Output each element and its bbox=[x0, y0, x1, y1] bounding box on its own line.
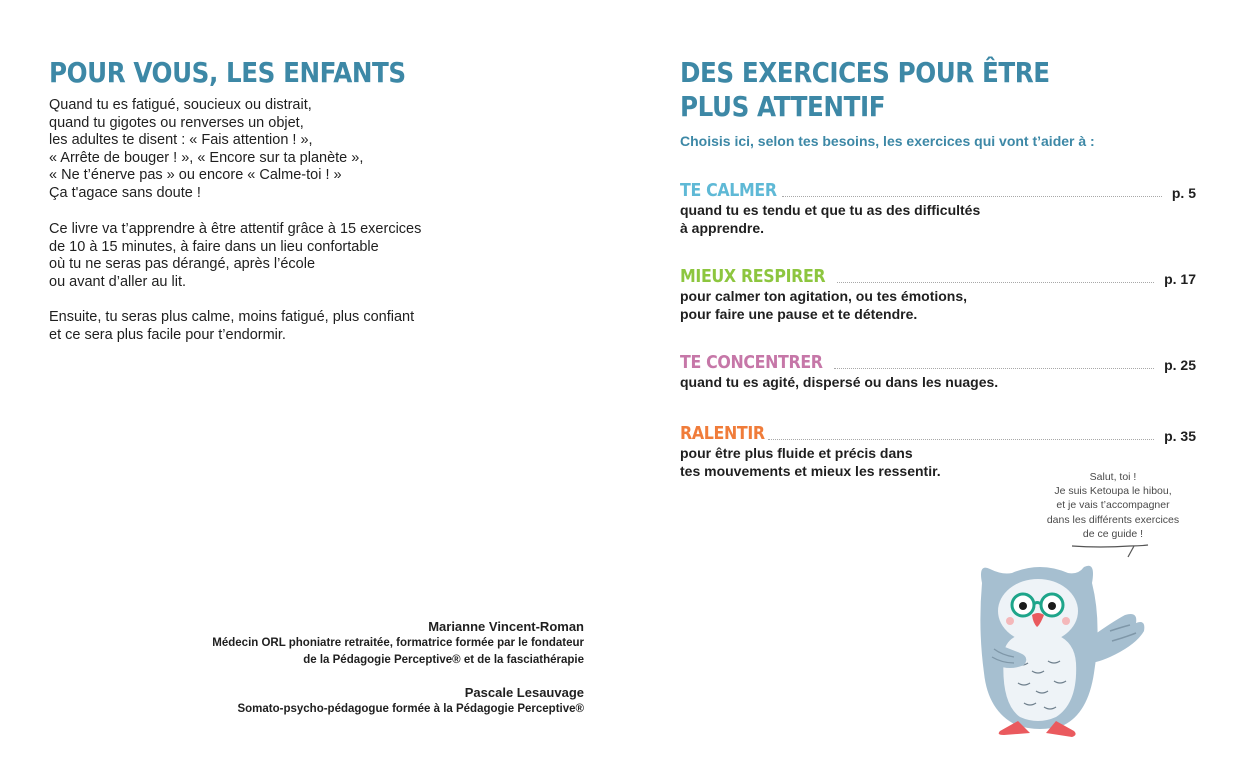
dotted-leader bbox=[782, 196, 1162, 197]
text-line: où tu ne seras pas dérangé, après l’école bbox=[49, 256, 316, 273]
author-name: Marianne Vincent-Roman bbox=[428, 619, 584, 634]
dotted-leader bbox=[768, 439, 1154, 440]
toc-entry-te-concentrer[interactable] bbox=[680, 351, 1196, 392]
author-role: de la Pédagogie Perceptive® et de la fasciathérapie bbox=[303, 654, 584, 666]
author-signature-1 bbox=[212, 618, 584, 669]
page-title-left: POUR VOUS, LES ENFANTS bbox=[49, 56, 406, 89]
toc-page-number[interactable]: p. 35 bbox=[1164, 428, 1196, 444]
text-line: de 10 à 15 minutes, à faire dans un lieu confortable bbox=[49, 238, 379, 255]
text-line: tes mouvements et mieux les ressentir. bbox=[680, 462, 941, 479]
author-role: Médecin ORL phoniatre retraitée, formatrice formée par le fondateur bbox=[212, 637, 584, 649]
text-line: quand tu es tendu et que tu as des difficultés bbox=[680, 202, 981, 218]
speech-line: Salut, toi ! bbox=[1089, 471, 1137, 483]
toc-page-number[interactable]: p. 5 bbox=[1171, 185, 1196, 201]
text-line: « Arrête de bouger ! », « Encore sur ta planète », bbox=[49, 149, 364, 166]
dotted-leader bbox=[834, 368, 1154, 369]
text-line: Ce livre va t’apprendre à être attentif grâce à 15 exercices bbox=[49, 221, 422, 237]
toc-page-number[interactable]: p. 17 bbox=[1164, 271, 1196, 287]
text-line: Quand tu es fatigué, soucieux ou distrait, bbox=[49, 97, 312, 113]
toc-entry-description bbox=[680, 202, 1196, 237]
right-page bbox=[630, 0, 1259, 759]
title-line: DES EXERCICES POUR ÊTRE bbox=[680, 56, 1050, 89]
author-name: Pascale Lesauvage bbox=[464, 685, 584, 700]
text-line: quand tu es agité, dispersé ou dans les nuages. bbox=[680, 374, 999, 390]
text-line: « Ne t’énerve pas » ou encore « Calme-toi ! » bbox=[49, 167, 342, 184]
toc-entry-description bbox=[680, 288, 1196, 323]
text-line: et ce sera plus facile pour t’endormir. bbox=[49, 326, 286, 343]
page-title-right bbox=[680, 56, 1085, 124]
toc-entry-mieux-respirer[interactable] bbox=[680, 265, 1196, 323]
text-line: Ensuite, tu seras plus calme, moins fatigué, plus confiant bbox=[49, 309, 415, 325]
text-line: pour être plus fluide et précis dans bbox=[680, 445, 913, 461]
toc-entry-label[interactable]: TE CONCENTRER bbox=[680, 352, 823, 373]
text-line: les adultes te disent : « Fais attention ! », bbox=[49, 132, 313, 149]
text-line: pour calmer ton agitation, ou tes émotions, bbox=[680, 288, 968, 304]
toc-entry-description bbox=[680, 374, 1196, 392]
speech-line: Je suis Ketoupa le hibou, bbox=[1054, 485, 1172, 498]
toc-entry-te-calmer[interactable] bbox=[680, 179, 1196, 237]
speech-line: de ce guide ! bbox=[1082, 527, 1144, 540]
owl-mascot-icon bbox=[960, 553, 1150, 743]
toc-entry-label[interactable]: TE CALMER bbox=[680, 180, 777, 201]
page-subtitle: Choisis ici, selon tes besoins, les exercices qui vont t’aider à : bbox=[680, 133, 1095, 149]
intro-paragraph-1 bbox=[49, 97, 363, 203]
speech-bubble bbox=[1035, 470, 1191, 541]
title-line: PLUS ATTENTIF bbox=[680, 90, 886, 123]
author-signature-2 bbox=[237, 684, 584, 718]
dotted-leader bbox=[837, 282, 1154, 283]
toc-page-number[interactable]: p. 25 bbox=[1164, 357, 1196, 373]
author-role: Somato-psycho-pédagogue formée à la Pédagogie Perceptive® bbox=[237, 703, 584, 715]
toc-entry-label[interactable]: MIEUX RESPIRER bbox=[680, 266, 826, 287]
intro-paragraph-2 bbox=[49, 221, 421, 291]
toc-entry-label[interactable]: RALENTIR bbox=[680, 423, 765, 444]
text-line: ou avant d’aller au lit. bbox=[49, 273, 187, 290]
intro-paragraph-3 bbox=[49, 309, 414, 344]
text-line: Ça t'agace sans doute ! bbox=[49, 184, 201, 201]
text-line: quand tu gigotes ou renverses un objet, bbox=[49, 114, 304, 131]
text-line: à apprendre. bbox=[680, 219, 765, 236]
speech-line: et je vais t’accompagner bbox=[1056, 499, 1170, 512]
left-page bbox=[0, 0, 629, 759]
speech-line: dans les différents exercices bbox=[1046, 513, 1180, 526]
text-line: pour faire une pause et te détendre. bbox=[680, 305, 918, 322]
